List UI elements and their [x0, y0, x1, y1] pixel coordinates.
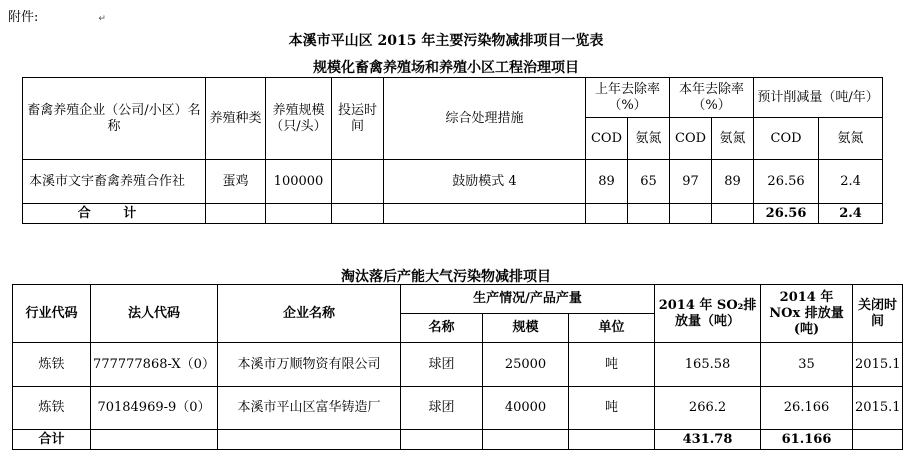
header-unit: 单位 — [569, 314, 655, 343]
cell-nox: 35 — [761, 343, 853, 387]
header-last-year: 上年去除率（%） — [586, 78, 670, 118]
cell-species: 蛋鸡 — [206, 160, 266, 204]
total-row — [23, 204, 883, 224]
cell-so2: 165.58 — [655, 343, 761, 387]
total-label: 合计 — [13, 430, 91, 450]
header-last-nh3: 氨氮 — [628, 118, 670, 160]
header-measure: 综合处理措施 — [384, 78, 586, 160]
cell-legal: 777777868-X（0） — [91, 343, 218, 387]
total-row — [13, 430, 903, 450]
cell-unit: 吨 — [569, 387, 655, 430]
cell-close: 2015.1 — [853, 387, 903, 430]
table-row — [23, 160, 883, 204]
header-scale: 规模 — [483, 314, 569, 343]
cell-this-nh3: 89 — [712, 160, 754, 204]
header-company: 企业名称 — [218, 285, 401, 343]
cell-scale: 40000 — [483, 387, 569, 430]
header-so2: 2014 年 SO₂排放量（吨） — [655, 285, 761, 343]
header-reduction: 预计削减量（吨/年） — [754, 78, 883, 118]
cell-red-nh3: 2.4 — [819, 160, 883, 204]
cell-this-cod: 97 — [670, 160, 712, 204]
table-row — [13, 343, 903, 387]
cell-red-cod: 26.56 — [754, 160, 819, 204]
cell-last-nh3: 65 — [628, 160, 670, 204]
header-scale: 养殖规模（只/头） — [266, 78, 332, 160]
header-species: 养殖种类 — [206, 78, 266, 160]
cell-unit: 吨 — [569, 343, 655, 387]
capacity-table — [12, 284, 903, 450]
cell-time — [332, 160, 384, 204]
livestock-table — [22, 77, 883, 224]
section-title-livestock: 规模化畜禽养殖场和养殖小区工程治理项目 — [313, 60, 579, 76]
table-row — [13, 387, 903, 430]
cell-last-cod: 89 — [586, 160, 628, 204]
cell-scale: 100000 — [266, 160, 332, 204]
main-title: 本溪市平山区 2015 年主要污染物减排项目一览表 — [288, 33, 604, 49]
attachment-label: 附件: ↵ — [8, 10, 106, 25]
header-this-nh3: 氨氮 — [712, 118, 754, 160]
header-red-cod: COD — [754, 118, 819, 160]
header-industry: 行业代码 — [13, 285, 91, 343]
cell-name: 球团 — [401, 387, 483, 430]
cell-legal: 70184969-9（0） — [91, 387, 218, 430]
total-red-nh3: 2.4 — [819, 204, 883, 224]
total-label: 合 计 — [23, 204, 206, 224]
header-time: 投运时间 — [332, 78, 384, 160]
header-this-year: 本年去除率（%） — [670, 78, 754, 118]
header-this-cod: COD — [670, 118, 712, 160]
cell-so2: 266.2 — [655, 387, 761, 430]
header-last-cod: COD — [586, 118, 628, 160]
cell-nox: 26.166 — [761, 387, 853, 430]
total-red-cod: 26.56 — [754, 204, 819, 224]
cell-measure: 鼓励模式 4 — [384, 160, 586, 204]
cell-company: 本溪市平山区富华铸造厂 — [218, 387, 401, 430]
cell-industry: 炼铁 — [13, 387, 91, 430]
header-production: 生产情况/产品产量 — [401, 285, 655, 314]
cell-name: 球团 — [401, 343, 483, 387]
header-company: 畜禽养殖企业（公司/小区）名称 — [23, 78, 206, 160]
header-legal: 法人代码 — [91, 285, 218, 343]
cell-company: 本溪市万顺物资有限公司 — [218, 343, 401, 387]
header-nox: 2014 年 NOx 排放量(吨) — [761, 285, 853, 343]
cell-close: 2015.1 — [853, 343, 903, 387]
header-close: 关闭时间 — [853, 285, 903, 343]
cell-company: 本溪市文宇畜禽养殖合作社 — [23, 160, 206, 204]
section-title-capacity: 淘汰落后产能大气污染物减排项目 — [341, 269, 551, 285]
header-name: 名称 — [401, 314, 483, 343]
cell-industry: 炼铁 — [13, 343, 91, 387]
header-red-nh3: 氨氮 — [819, 118, 883, 160]
total-so2: 431.78 — [655, 430, 761, 450]
cell-scale: 25000 — [483, 343, 569, 387]
total-nox: 61.166 — [761, 430, 853, 450]
